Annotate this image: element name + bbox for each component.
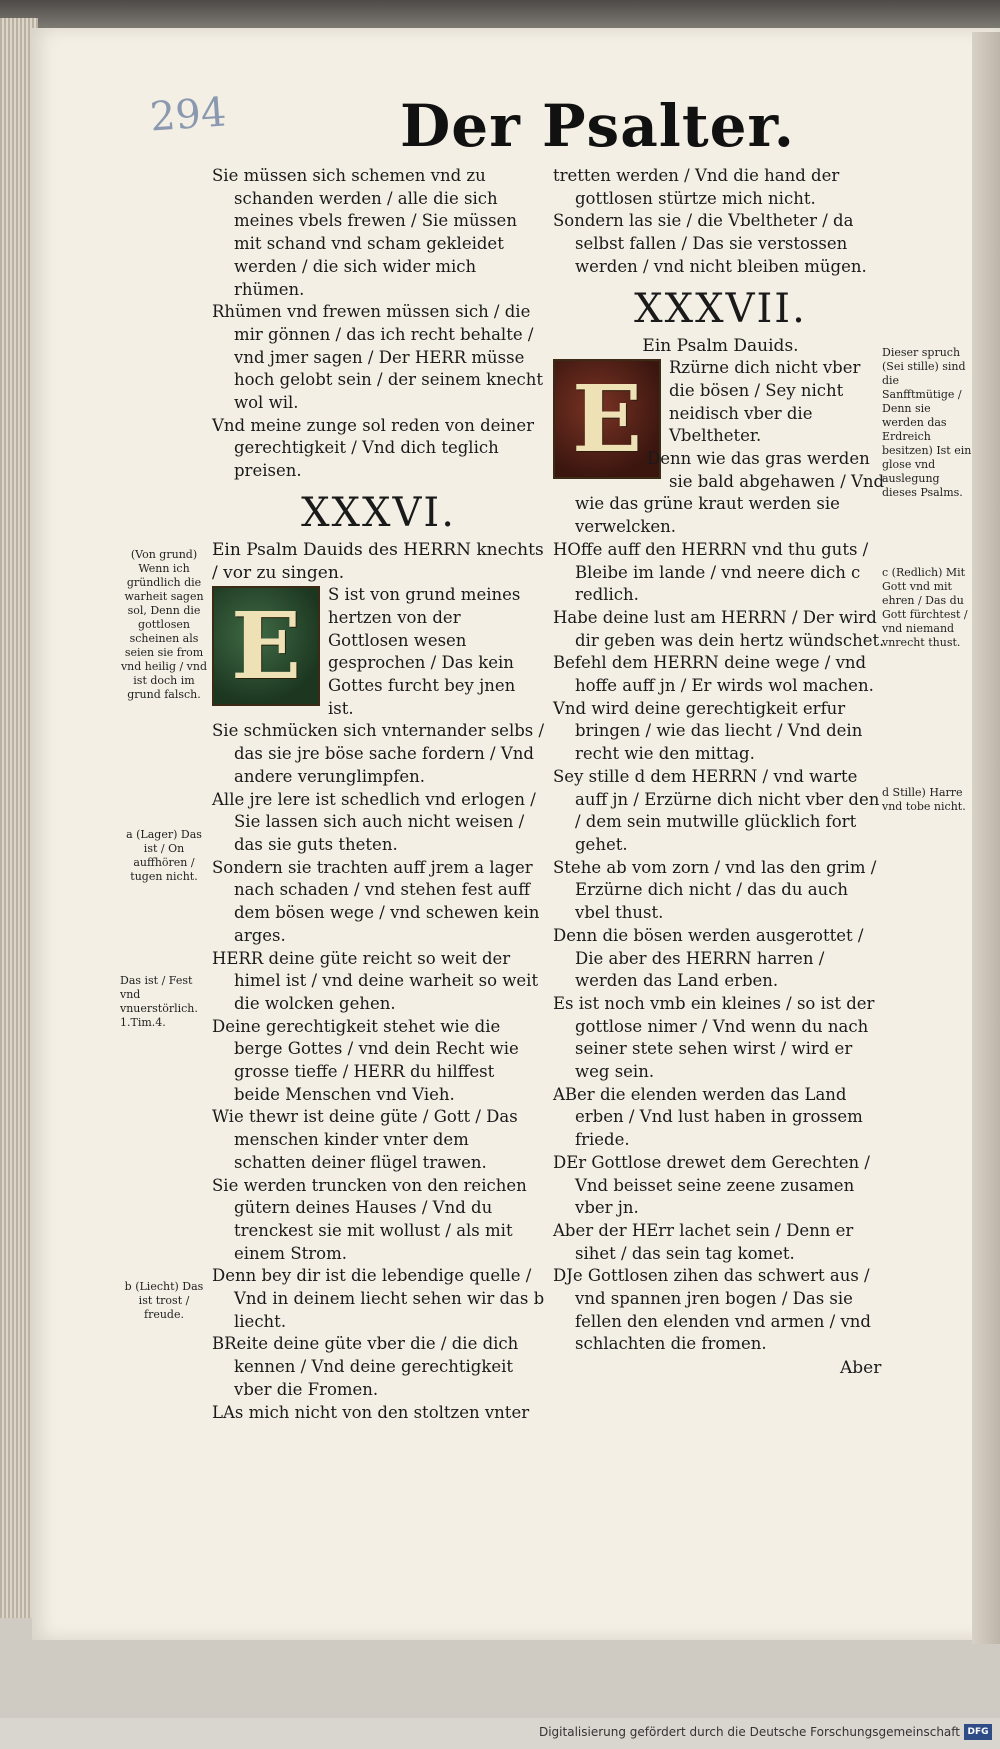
psalm-number: XXXVII.	[634, 285, 807, 332]
dropcap-initial: E	[553, 359, 661, 479]
verse: Es ist noch vmb ein kleines / so ist der gottlose nimer / Vnd wenn du nach seiner stete sehen wirst / wird er weg sein.	[553, 993, 875, 1082]
verse: Befehl dem HERRN deine wege / vnd hoffe auff jn / Er wirds wol machen.	[553, 653, 874, 696]
verse: BReite deine güte vber die / die dich kennen / Vnd deine gerechtigkeit vber die Fromen.	[212, 1334, 519, 1399]
verse: DJe Gottlosen zihen das schwert aus / vnd spannen jren bogen / Das sie fellen den elenden vnd armen / vnd schlachten die fromen.	[553, 1266, 871, 1354]
verse: Aber der HErr lachet sein / Denn er sihet / das sein tag komet.	[553, 1220, 854, 1263]
digitization-credit: Digitalisierung gefördert durch die Deutsche Forschungsgemeinschaft	[538, 1725, 960, 1739]
verse: tretten werden / Vnd die hand der gottlosen stürtze mich nicht.	[553, 166, 840, 208]
margin-note: c (Redlich) Mit Gott vnd mit ehren / Das du Gott fürchtest / vnd niemand vnrecht thust.	[882, 566, 968, 649]
margin-note: b (Liecht) Das ist trost / freude.	[124, 1280, 204, 1321]
verse: Sey stille d dem HERRN / vnd warte auff jn / Erzürne dich nicht vber den / dem sein mutwille glücklich fort gehet.	[553, 766, 880, 854]
psalm-title: Ein Psalm Dauids des HERRN knechts / vor zu singen.	[212, 539, 544, 583]
psalm-number: XXXVI.	[301, 489, 456, 536]
psalm-title: Ein Psalm Dauids.	[642, 335, 799, 356]
right-column	[553, 165, 888, 1356]
running-head: Der Psalter.	[400, 92, 795, 160]
verse: Alle jre lere ist schedlich vnd erlogen / Sie lassen sich auch nicht weisen / das sie guts theten.	[212, 789, 536, 854]
verse: Wie thewr ist deine güte / Gott / Das menschen kinder vnter dem schatten deiner flügel trawen.	[212, 1107, 518, 1172]
margin-note: a (Lager) Das ist / On auffhören / tugen nicht.	[126, 828, 202, 883]
verse: Denn wie das gras werden sie bald abgehawen / Vnd wie das grüne kraut werden sie verwelcken.	[575, 449, 885, 537]
verse: Stehe ab vom zorn / vnd las den grim / Erzürne dich nicht / das du auch vbel thust.	[553, 857, 877, 923]
verse: Denn bey dir ist die lebendige quelle / Vnd in deinem liecht sehen wir das b liecht.	[212, 1266, 545, 1331]
verse: HERR deine güte reicht so weit der himel ist / vnd deine warheit so weit die wolcken gehen.	[212, 948, 539, 1013]
verse: Vnd wird deine gerechtigkeit erfur bringen / wie das liecht / Vnd dein recht wie den mittag.	[553, 698, 863, 764]
verse: HOffe auff den HERRN vnd thu guts / Bleibe im lande / vnd neere dich c redlich.	[553, 539, 869, 605]
margin-note: Dieser spruch (Sei stille) sind die Sanfftmütige / Denn sie werden das Erdreich besitzen) Ist ein glose vnd auslegung dieses Psalms.	[882, 346, 972, 499]
dfg-logo-icon: DFG	[964, 1724, 992, 1740]
verse: Rhümen vnd frewen müssen sich / die mir gönnen / das ich recht behalte / vnd jmer sagen / Der HERR müsse hoch gelobt sein / der seinem knecht wol wil.	[212, 302, 543, 413]
verse: Deine gerechtigkeit stehet wie die berge Gottes / vnd dein Recht wie grosse tieffe / HERR du hilffest beide Menschen vnd Vieh.	[212, 1016, 519, 1104]
first-verse: S ist von grund meines hertzen von der Gottlosen wesen gesprochen / Das kein Gottes furcht bey jnen ist.	[328, 585, 521, 718]
margin-note: Das ist / Fest vnd vnuerstörlich. 1.Tim.4.	[120, 974, 198, 1029]
verse: Sondern sie trachten auff jrem a lager nach schaden / vnd stehen fest auff dem bösen wege / vnd schewen kein arges.	[212, 857, 540, 945]
verse: ABer die elenden werden das Land erben / Vnd lust haben in grossem friede.	[553, 1084, 863, 1150]
left-column	[212, 165, 545, 1424]
verse: Sondern las sie / die Vbeltheter / da selbst fallen / Das sie verstossen werden / vnd nicht bleiben mügen.	[553, 211, 867, 276]
verse: Sie schmücken sich vnternander selbs / das sie jre böse sache fordern / Vnd andere verunglimpfen.	[212, 721, 545, 786]
margin-note: (Von grund) Wenn ich gründlich die warheit sagen sol, Denn die gottlosen scheinen als seien sie from vnd heilig / vnd ist doch im grund falsch.	[120, 548, 208, 701]
verse: LAs mich nicht von den stoltzen vnter	[212, 1402, 530, 1422]
margin-note: d Stille) Harre vnd tobe nicht.	[882, 786, 966, 813]
verse: DEr Gottlose drewet dem Gerechten / Vnd beisset seine zeene zusamen vber jn.	[553, 1152, 870, 1218]
verse: Vnd meine zunge sol reden von deiner gerechtigkeit / Vnd dich teglich preisen.	[212, 415, 534, 481]
first-verse: Rzürne dich nicht vber die bösen / Sey nicht neidisch vber die Vbeltheter.	[669, 358, 861, 446]
catchword: Aber	[840, 1358, 882, 1378]
verse: Denn die bösen werden ausgerottet / Die aber des HERRN harren / werden das Land erben.	[553, 925, 864, 991]
folio-number: 294	[148, 89, 228, 141]
dropcap-initial: E	[212, 586, 320, 706]
verse: Sie werden truncken von den reichen gütern deines Hauses / Vnd du trenckest sie mit wollust / als mit einem Strom.	[212, 1175, 527, 1263]
verse: Sie müssen sich schemen vnd zu schanden werden / alle die sich meines vbels frewen / Sie müssen mit schand vnd scham gekleidet werden / die sich wider mich rhümen.	[212, 166, 517, 299]
verse: Habe deine lust am HERRN / Der wird dir geben was dein hertz wündschet.	[553, 607, 885, 650]
book-right-edge	[972, 32, 1000, 1644]
